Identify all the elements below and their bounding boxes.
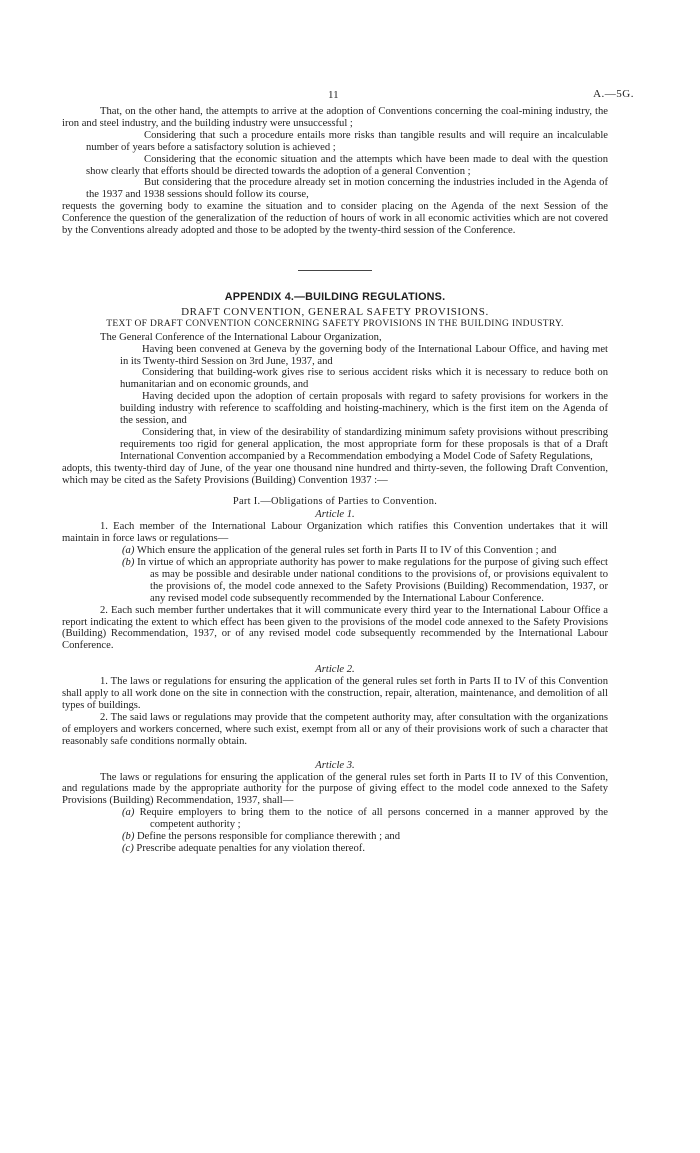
article-1-paragraph-1: 1. Each member of the International Labour Organization which ratifies this Convention undertakes that it will maintain in force laws or regulations— [62, 521, 608, 545]
preamble-clause-4: Considering that, in view of the desirability of standardizing minimum safety provisions without prescribing requirements too rigid for general application, the most appropriate form for these proposals is that of a Draft International Convention accompanied by a Recommendation embodying a Model Code of Safety Regulations, [120, 426, 608, 462]
intro-closing-paragraph: requests the governing body to examine the situation and to consider placing on the Agenda of the next Session of the Conference the question of the generalization of the reduction of hours of work in all economic activities which are not covered by the Conventions already adopted and those to be adopted by the twenty-third session of the Conference. [62, 201, 608, 237]
adoption-paragraph: adopts, this twenty-third day of June, of the year one thousand nine hundred and thirty-seven, the following Draft Convention, which may be cited as the Safety Provisions (Building) Convention 1937 :— [62, 462, 608, 486]
appendix-subtitle: DRAFT CONVENTION, GENERAL SAFETY PROVISIONS. [181, 305, 489, 318]
article-2-paragraph-1: 1. The laws or regulations for ensuring the application of the general rules set forth in Parts II to IV of this Convention shall apply to all work done on the site in connection with the construction, repair, alteration, maintenance, and demolition of all types of buildings. [62, 676, 608, 711]
intro-paragraph-3: Considering that the economic situation and the attempts which have been made to deal with the question show clearly that efforts should be directed towards the adoption of a general Convention ; [86, 153, 608, 177]
article-3-item-c [62, 843, 608, 855]
article-3-item-a [62, 807, 608, 831]
item-label: (a) [122, 807, 135, 819]
item-text: Prescribe adequate penalties for any violation thereof. [136, 842, 365, 854]
section-divider [298, 270, 372, 271]
document-body [62, 106, 608, 855]
item-text: In virtue of which an appropriate authority has power to make regulations for the purpose of giving such effect as may be possible and desirable under national conditions to the provisions of, or provisions equivalent to the provisions of, the model code annexed to the Safety Provisions (Building) Recommendation, 1937, or any revised model code subsequently recommended by the International Labour Conference. [137, 557, 608, 604]
article-3-item-b [62, 831, 608, 843]
item-text: Define the persons responsible for compliance therewith ; and [137, 831, 401, 843]
article-3-title: Article 3. [315, 759, 355, 771]
article-3-paragraph-1: The laws or regulations for ensuring the application of the general rules set forth in Parts II to IV of this Convention, and regulations made by the appropriate authority for the purpose of giving effect to the model code annexed to the Safety Provisions (Building) Recommendation, 1937, shall— [62, 771, 608, 807]
document-reference: A.—5G. [593, 88, 634, 100]
item-label: (b) [122, 831, 135, 843]
preamble-clause-3: Having decided upon the adoption of certain proposals with regard to safety provisions for workers in the building industry with reference to scaffolding and hoisting-machinery, which is the first item on the Agenda of the session, and [120, 391, 608, 427]
article-2-title: Article 2. [315, 664, 355, 676]
intro-paragraph-1: That, on the other hand, the attempts to arrive at the adoption of Conventions concerning the coal-mining industry, the iron and steel industry, and the building industry were unsuccessful ; [62, 106, 608, 129]
part-1-heading: Part I.—Obligations of Parties to Convention. [232, 496, 438, 508]
article-1-paragraph-2: 2. Each such member further undertakes that it will communicate every third year to the International Labour Office a report indicating the extent to which effect has been given to the provisions of the model code annexed to the Safety Provisions (Building) Recommendation, 1937, or of any revised model code subsequently recommended by the International Labour Conference. [62, 604, 608, 652]
intro-paragraph-2: Considering that such a procedure entails more risks than tangible results and will require an incalculable number of years before a satisfactory solution is achieved ; [86, 129, 608, 153]
preamble-opening: The General Conference of the International Labour Organization, [100, 331, 382, 343]
page-number: 11 [328, 89, 339, 101]
item-label: (a) [122, 545, 135, 557]
convention-text-heading: TEXT OF DRAFT CONVENTION CONCERNING SAFETY PROVISIONS IN THE BUILDING INDUSTRY. [106, 318, 564, 329]
preamble-clause-2: Considering that building-work gives rise to serious accident risks which it is necessary to reduce both on humanitarian and on economic grounds, and [120, 367, 608, 391]
item-text: Which ensure the application of the general rules set forth in Parts II to IV of this Convention ; and [136, 545, 557, 557]
article-1-title: Article 1. [315, 509, 355, 521]
article-2-paragraph-2: 2. The said laws or regulations may provide that the competent authority may, after consultation with the organizations of employers and workers concerned, where such exist, exempt from all or any of their provisions work of such a character that reasonably safe conditions normally obtain. [62, 711, 608, 747]
article-1-item-b [62, 557, 608, 605]
intro-paragraph-4: But considering that the procedure already set in motion concerning the industries included in the Agenda of the 1937 and 1938 sessions should follow its course, [86, 177, 608, 201]
article-1-item-a [62, 545, 608, 557]
preamble-clause-1: Having been convened at Geneva by the governing body of the International Labour Office, and having met in its Twenty-third Session on 3rd June, 1937, and [120, 343, 608, 367]
item-label: (c) [122, 842, 134, 854]
item-text: Require employers to bring them to the notice of all persons concerned in a manner approved by the competent authority ; [139, 807, 608, 831]
appendix-title: APPENDIX 4.—BUILDING REGULATIONS. [224, 290, 446, 303]
item-label: (b) [122, 557, 135, 568]
